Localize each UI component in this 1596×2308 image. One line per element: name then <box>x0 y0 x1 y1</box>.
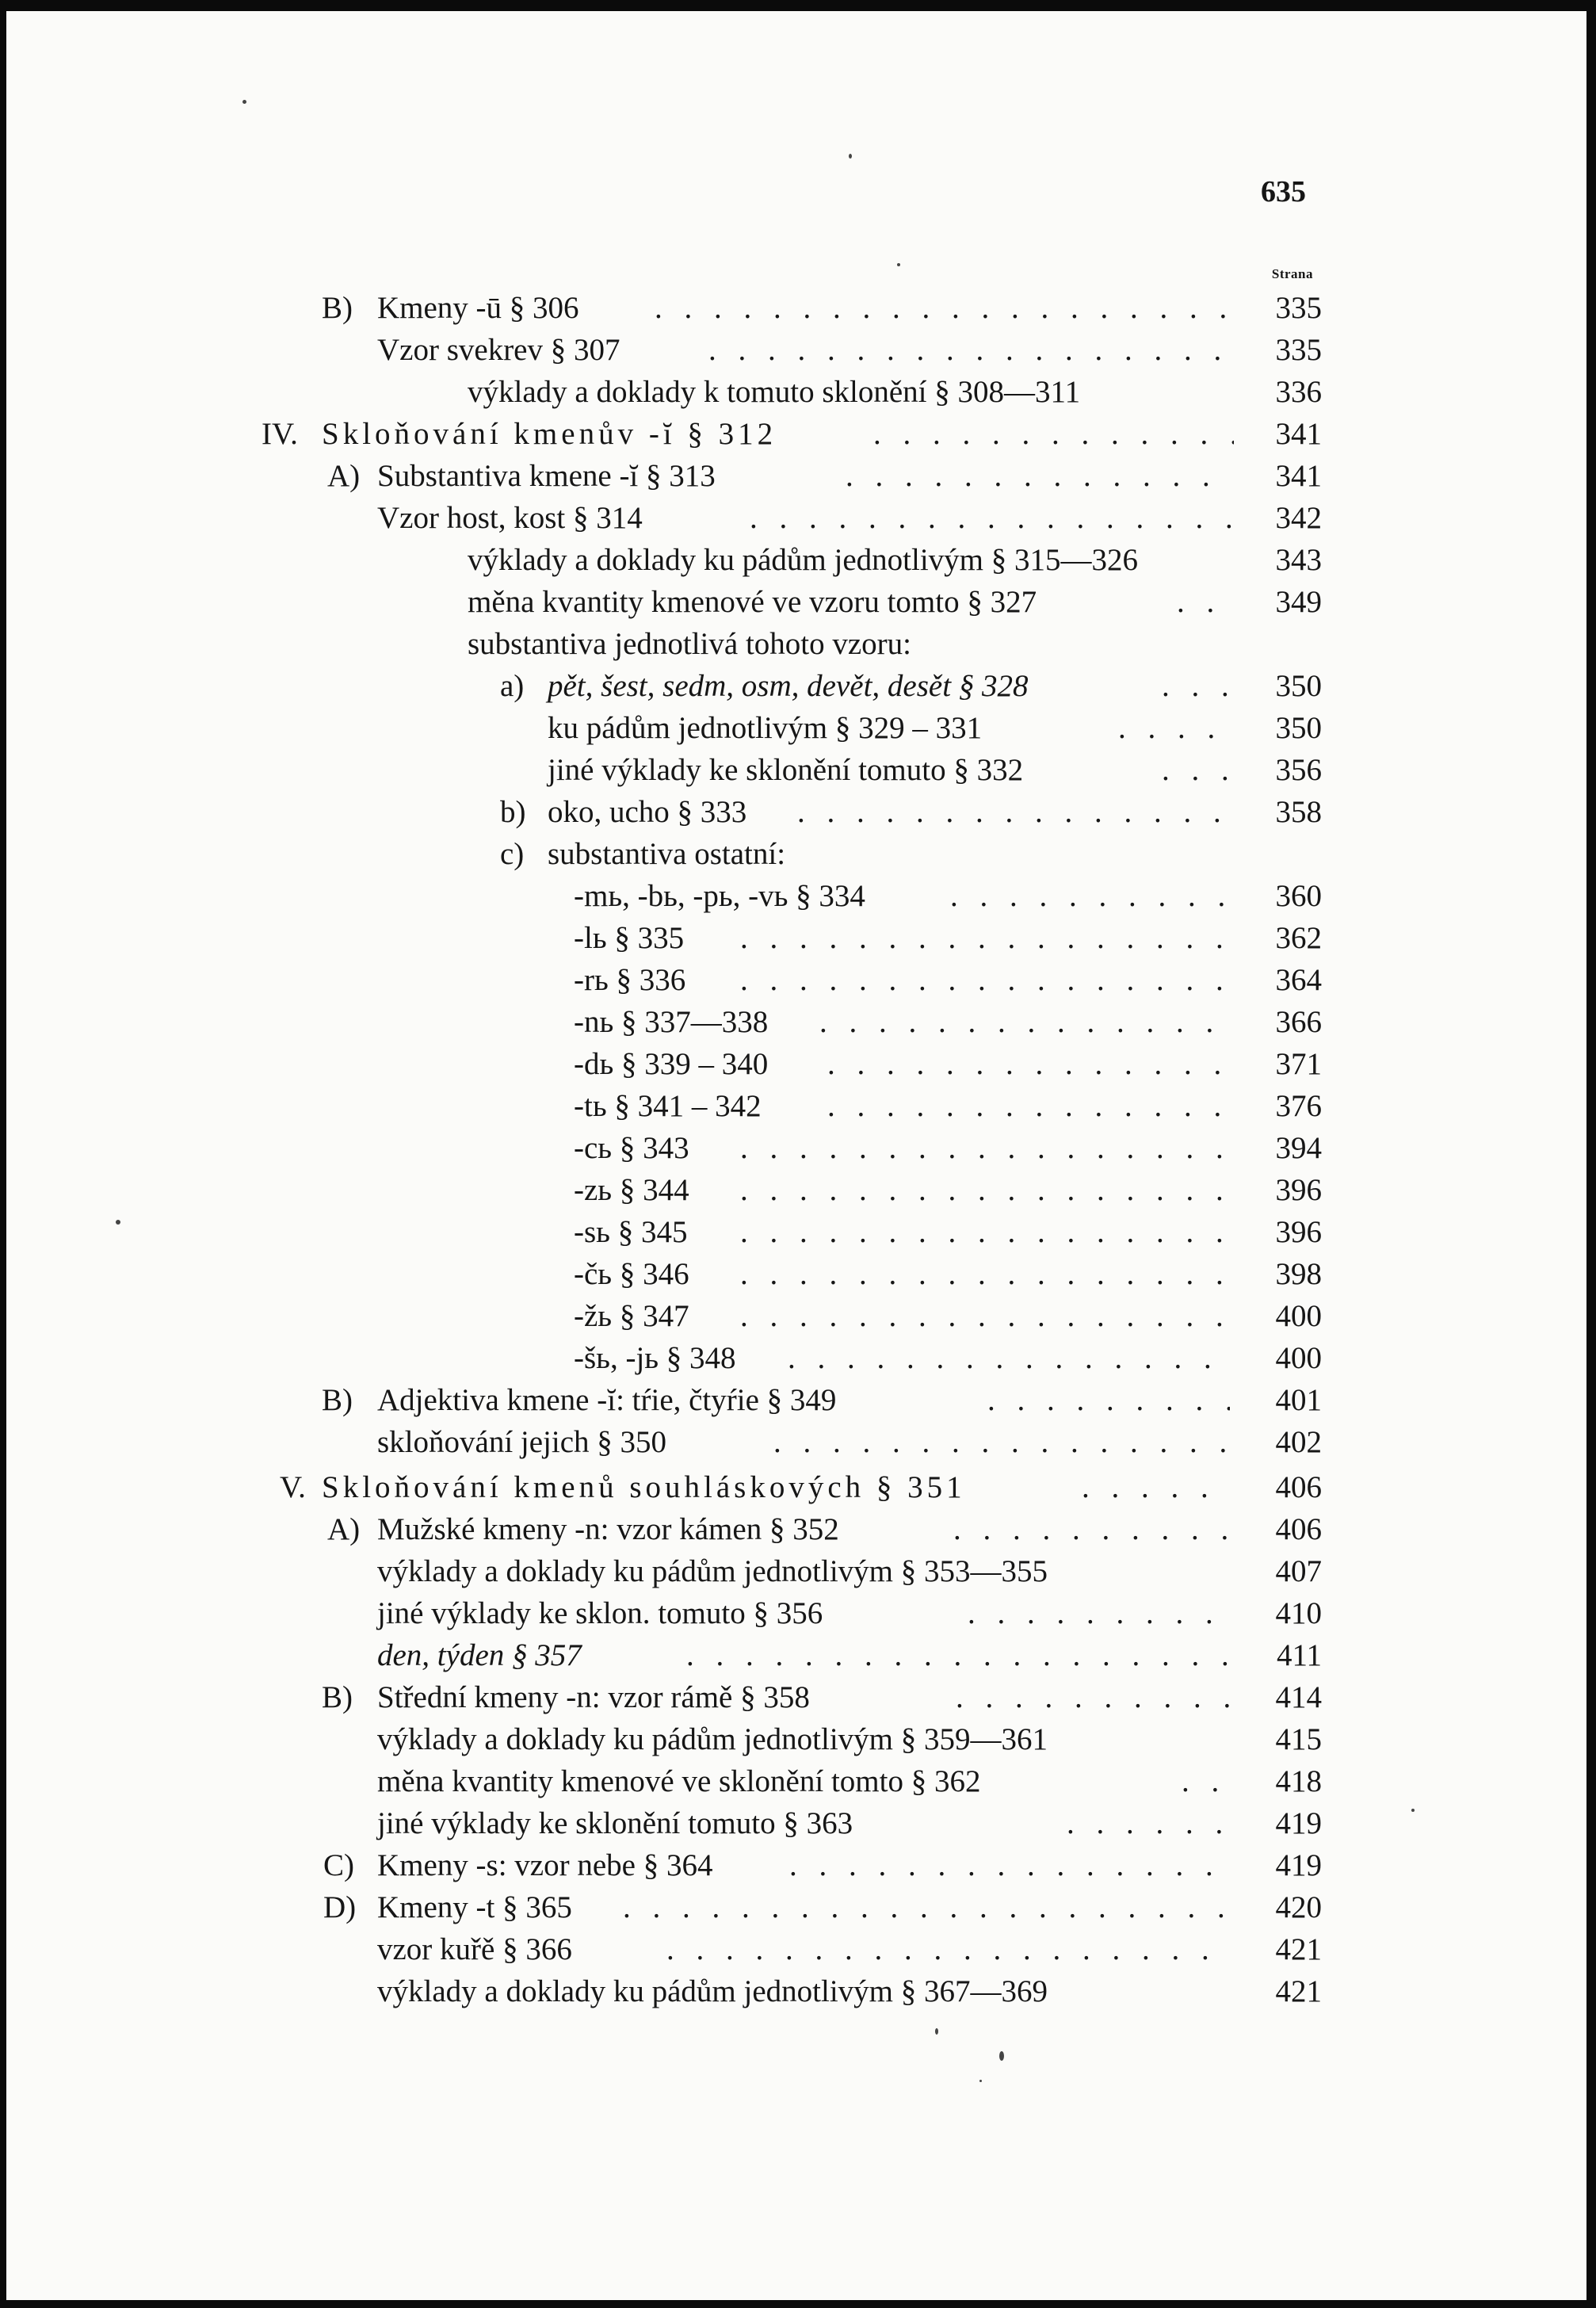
toc-page: 371 <box>1275 1047 1322 1081</box>
dot-leader <box>740 1255 1235 1294</box>
dot-leader <box>773 1423 1233 1462</box>
toc-entry <box>377 1594 1322 1634</box>
toc-entry <box>323 1846 1322 1886</box>
toc-text: Skloňování kmenů souhláskových § 351 <box>322 1470 966 1504</box>
toc-text: Střední kmeny -n: vzor rámě § 358 <box>377 1680 810 1714</box>
toc-text: Kmeny -t § 365 <box>377 1890 572 1924</box>
toc-entry <box>377 1804 1322 1844</box>
toc-entry <box>468 541 1322 580</box>
toc-entry <box>574 1297 1322 1336</box>
dot-leader <box>740 1171 1235 1210</box>
toc-entry <box>280 1468 1322 1507</box>
dot-leader <box>1067 1804 1235 1844</box>
toc-text: Kmeny -s: vzor nebe § 364 <box>377 1848 713 1882</box>
toc-page: 335 <box>1275 333 1322 367</box>
toc-page: 400 <box>1275 1299 1322 1333</box>
toc-entry <box>574 961 1322 1000</box>
toc-entry <box>377 331 1322 370</box>
toc-text: -čь § 346 <box>574 1257 689 1291</box>
toc-label: a) <box>500 669 525 703</box>
toc-entry <box>574 1171 1322 1210</box>
toc-entry <box>323 1888 1322 1928</box>
toc-text: výklady a doklady k tomuto sklonění § 308—311 <box>468 375 1081 409</box>
toc-page: 406 <box>1275 1470 1322 1504</box>
toc-page: 407 <box>1275 1554 1322 1588</box>
dot-leader <box>873 415 1234 454</box>
toc-page: 411 <box>1276 1638 1322 1672</box>
toc-page: 356 <box>1275 753 1322 787</box>
dot-leader <box>968 1594 1229 1634</box>
toc-page: 350 <box>1275 711 1322 745</box>
toc-entry <box>500 793 1322 832</box>
toc-label: D) <box>323 1890 357 1924</box>
toc-entry <box>377 1636 1322 1676</box>
toc-label: A) <box>327 459 361 493</box>
toc-text: Skloňování kmenův -ĭ § 312 <box>322 417 777 451</box>
toc-page: 364 <box>1275 963 1322 997</box>
toc-page: 394 <box>1275 1131 1322 1165</box>
toc-text: oko, ucho § 333 <box>548 795 747 829</box>
column-head-strana: Strana <box>1271 266 1313 281</box>
toc-text: Vzor svekrev § 307 <box>377 333 620 367</box>
toc-page: 366 <box>1275 1005 1322 1039</box>
scan-speck <box>999 2051 1004 2061</box>
toc-entry <box>574 1255 1322 1294</box>
toc-page: 418 <box>1275 1764 1322 1798</box>
toc-label: b) <box>500 795 526 829</box>
toc-entry <box>574 1045 1322 1084</box>
toc-page: 420 <box>1275 1890 1322 1924</box>
toc-entry <box>500 667 1322 706</box>
toc-entry <box>322 1678 1322 1718</box>
toc-page: 421 <box>1275 1974 1322 2008</box>
dot-leader <box>950 877 1235 916</box>
toc-entry <box>468 373 1322 412</box>
toc-page: 398 <box>1275 1257 1322 1291</box>
toc-page: 396 <box>1275 1215 1322 1249</box>
toc-page: 342 <box>1275 501 1322 535</box>
dot-leader <box>750 499 1233 538</box>
dot-leader <box>740 1129 1235 1168</box>
toc-page: 376 <box>1275 1089 1322 1123</box>
toc-text: -dь § 339 – 340 <box>574 1047 769 1081</box>
toc-text: měna kvantity kmenové ve sklonění tomto § 362 <box>377 1764 981 1798</box>
dot-leader <box>740 961 1235 1000</box>
toc-entry <box>574 919 1322 958</box>
toc-text: jiné výklady ke sklonění tomuto § 332 <box>548 753 1024 787</box>
dot-leader <box>827 1087 1235 1126</box>
toc-page: 396 <box>1275 1173 1322 1207</box>
toc-page: 414 <box>1275 1680 1322 1714</box>
toc-page: 400 <box>1275 1341 1322 1375</box>
toc-text: -šь, -jь § 348 <box>574 1341 736 1375</box>
toc-page: 336 <box>1275 375 1322 409</box>
toc-text: vzor kuřě § 366 <box>377 1932 572 1966</box>
toc-entry <box>377 1762 1322 1802</box>
toc-entry <box>574 1087 1322 1126</box>
toc-text: skloňování jejich § 350 <box>377 1425 667 1459</box>
dot-leader <box>797 793 1233 832</box>
dot-leader <box>686 1636 1233 1676</box>
toc-label: IV. <box>262 417 298 451</box>
toc-page: 419 <box>1275 1848 1322 1882</box>
toc-entry <box>377 1930 1322 1970</box>
toc-text: Kmeny -ū § 306 <box>377 291 579 325</box>
toc-entry <box>262 415 1322 454</box>
dot-leader <box>1162 667 1235 706</box>
toc-entry <box>377 1423 1322 1462</box>
toc-entry <box>468 583 1322 622</box>
dot-leader <box>666 1930 1233 1970</box>
scan-speck <box>242 100 246 104</box>
toc-entry <box>574 1213 1322 1252</box>
toc-page: 358 <box>1275 795 1322 829</box>
toc-page: 335 <box>1275 291 1322 325</box>
toc-text: -rь § 336 <box>574 963 686 997</box>
toc-page: 419 <box>1275 1806 1322 1840</box>
dot-leader <box>1177 583 1234 622</box>
toc-text: výklady a doklady ku pádům jednotlivým § 367—369 <box>377 1974 1048 2008</box>
toc-label: c) <box>500 837 525 871</box>
scan-speck <box>849 154 852 159</box>
dot-leader <box>740 919 1235 958</box>
toc-page: 341 <box>1275 417 1322 451</box>
toc-label: A) <box>327 1512 361 1546</box>
toc-page: 410 <box>1275 1596 1322 1630</box>
toc-page: 406 <box>1275 1512 1322 1546</box>
dot-leader <box>788 1339 1235 1378</box>
dot-leader <box>827 1045 1235 1084</box>
toc-page: 349 <box>1275 585 1322 619</box>
toc-label: V. <box>280 1470 306 1504</box>
toc-text: pět, šest, sedm, osm, devět, desět § 328 <box>548 669 1029 703</box>
dot-leader <box>1182 1762 1235 1802</box>
toc-entry <box>322 1381 1322 1420</box>
dot-leader <box>846 457 1234 496</box>
toc-page: 401 <box>1275 1383 1322 1417</box>
dot-leader <box>740 1213 1235 1252</box>
toc-entry <box>468 625 1322 664</box>
toc-page: 421 <box>1275 1932 1322 1966</box>
toc-entry <box>377 1720 1322 1760</box>
toc-entry <box>548 751 1322 790</box>
toc-text: -mь, -bь, -pь, -vь § 334 <box>574 879 865 913</box>
toc-text: -lь § 335 <box>574 921 685 955</box>
toc-entry <box>574 877 1322 916</box>
toc-text: -sь § 345 <box>574 1215 688 1249</box>
toc-entry <box>574 1129 1322 1168</box>
scan-speck <box>897 263 900 266</box>
toc-text: měna kvantity kmenové ve vzoru tomto § 327 <box>468 585 1037 619</box>
dot-leader <box>1082 1468 1232 1507</box>
toc-text: Adjektiva kmene -ĭ: tŕie, čtyŕie § 349 <box>377 1383 837 1417</box>
toc-text: výklady a doklady ku pádům jednotlivým § 315—326 <box>468 543 1138 577</box>
dot-leader <box>740 1297 1235 1336</box>
toc-label: B) <box>322 1680 353 1714</box>
toc-entry <box>327 1510 1322 1549</box>
scan-speck <box>935 2028 938 2035</box>
toc-label: C) <box>323 1848 354 1882</box>
toc-label: B) <box>322 291 353 325</box>
toc-page: 402 <box>1275 1425 1322 1459</box>
dot-leader <box>1118 709 1233 748</box>
toc-label: B) <box>322 1383 353 1417</box>
toc-entry <box>574 1339 1322 1378</box>
toc-entry <box>574 1003 1322 1042</box>
toc-page: 350 <box>1275 669 1322 703</box>
toc-text: ku pádům jednotlivým § 329 – 331 <box>548 711 983 745</box>
toc-text: substantiva ostatní: <box>548 837 786 871</box>
scan-speck <box>1411 1809 1415 1812</box>
toc-text: den, týden § 357 <box>377 1638 582 1672</box>
toc-text: -žь § 347 <box>574 1299 689 1333</box>
toc-page: 343 <box>1275 543 1322 577</box>
toc-text: Mužské kmeny -n: vzor kámen § 352 <box>377 1512 839 1546</box>
dot-leader <box>789 1846 1233 1886</box>
dot-leader <box>623 1888 1233 1928</box>
toc-text: jiné výklady ke sklon. tomuto § 356 <box>377 1596 823 1630</box>
toc-text: jiné výklady ke sklonění tomuto § 363 <box>377 1806 853 1840</box>
toc-text: -zь § 344 <box>574 1173 689 1207</box>
toc-entry <box>377 1552 1322 1592</box>
toc-page: 362 <box>1275 921 1322 955</box>
dot-leader <box>1162 751 1235 790</box>
toc-text: substantiva jednotlivá tohoto vzoru: <box>468 627 911 661</box>
book-page <box>6 11 1586 2300</box>
toc-entry <box>500 835 1322 874</box>
toc-entry <box>322 288 1322 328</box>
scan-speck <box>979 2080 982 2082</box>
dot-leader <box>953 1510 1235 1549</box>
toc-page: 341 <box>1275 459 1322 493</box>
dot-leader <box>655 288 1233 328</box>
toc-text: -tь § 341 – 342 <box>574 1089 762 1123</box>
toc-text: výklady a doklady ku pádům jednotlivým § 359—361 <box>377 1722 1048 1756</box>
toc-text: -cь § 343 <box>574 1131 689 1165</box>
toc-text: výklady a doklady ku pádům jednotlivým § 353—355 <box>377 1554 1048 1588</box>
toc-text: -nь § 337—338 <box>574 1005 769 1039</box>
toc-text: Substantiva kmene -ĭ § 313 <box>377 459 716 493</box>
toc-text: Vzor host, kost § 314 <box>377 501 643 535</box>
toc-page: 360 <box>1275 879 1322 913</box>
toc-entry <box>548 709 1322 748</box>
dot-leader <box>956 1678 1229 1718</box>
dot-leader <box>987 1381 1230 1420</box>
dot-leader <box>708 331 1233 370</box>
toc-entry <box>377 499 1322 538</box>
toc-entry <box>377 1972 1322 2012</box>
page-number: 635 <box>1261 175 1306 208</box>
toc-page: 415 <box>1275 1722 1322 1756</box>
scan-speck <box>116 1220 120 1225</box>
dot-leader <box>819 1003 1235 1042</box>
toc-entry <box>327 457 1322 496</box>
